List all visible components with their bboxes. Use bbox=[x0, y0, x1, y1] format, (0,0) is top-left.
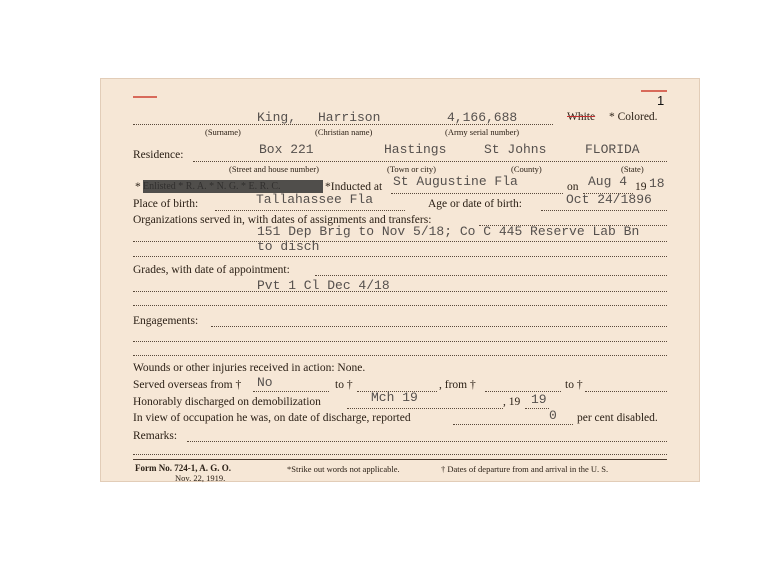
red-mark-right bbox=[641, 90, 667, 92]
state-caption: (State) bbox=[621, 164, 644, 174]
inducted-year-value: 18 bbox=[649, 176, 665, 191]
town-caption: (Town or city) bbox=[387, 164, 436, 174]
grades-value: Pvt 1 Cl Dec 4/18 bbox=[257, 278, 390, 293]
discharged-year-value: 19 bbox=[531, 392, 547, 407]
birthplace-label: Place of birth: bbox=[133, 198, 199, 210]
race-white-struck: White bbox=[567, 111, 596, 123]
overseas-from-value: No bbox=[257, 375, 273, 390]
grades-label: Grades, with date of appointment: bbox=[133, 264, 290, 276]
engagements-line-0 bbox=[211, 326, 667, 327]
grades-line-2 bbox=[133, 305, 667, 306]
overseas-from2-label: , from † bbox=[439, 379, 476, 391]
age-label: Age or date of birth: bbox=[428, 198, 522, 210]
overseas-from2-line bbox=[485, 391, 561, 392]
remarks-line-1 bbox=[133, 454, 667, 455]
overseas-to-label: to † bbox=[335, 379, 353, 391]
discharged-year-line bbox=[525, 408, 549, 409]
disabled-line bbox=[453, 424, 573, 425]
footer-rule bbox=[133, 459, 667, 460]
street-caption: (Street and house number) bbox=[229, 164, 319, 174]
serial-number-value: 4,166,688 bbox=[447, 110, 518, 125]
service-record-card bbox=[100, 78, 700, 482]
footnote-dates: † Dates of departure from and arrival in the U. S. bbox=[441, 464, 609, 474]
card-number: 1 bbox=[657, 93, 665, 108]
residence-label: Residence: bbox=[133, 149, 184, 161]
birthdate-line bbox=[541, 210, 667, 211]
engagements-line-2 bbox=[133, 355, 667, 356]
discharged-line bbox=[347, 408, 503, 409]
remarks-label: Remarks: bbox=[133, 430, 178, 442]
engagements-label: Engagements: bbox=[133, 315, 199, 327]
surname-caption: (Surname) bbox=[205, 127, 241, 137]
overseas-to2-label: to † bbox=[565, 379, 583, 391]
organizations-value-2: to disch bbox=[257, 239, 320, 254]
overseas-label: Served overseas from † bbox=[133, 379, 242, 391]
discharged-date-value: Mch 19 bbox=[371, 390, 418, 405]
town-value: Hastings bbox=[384, 142, 447, 157]
race-colored: * Colored. bbox=[609, 111, 658, 123]
discharged-year-prefix: , 19 bbox=[503, 396, 521, 408]
overseas-to2-line bbox=[585, 391, 667, 392]
organizations-line-2 bbox=[133, 256, 667, 257]
wounds-label: Wounds or other injuries received in action: None. bbox=[133, 362, 366, 374]
inducted-year-prefix: 19 bbox=[635, 181, 647, 193]
county-caption: (County) bbox=[511, 164, 542, 174]
state-value: FLORIDA bbox=[585, 142, 640, 157]
serial-caption: (Army serial number) bbox=[445, 127, 520, 137]
inducted-at-value: St Augustine Fla bbox=[393, 174, 518, 189]
form-date: Nov. 22, 1919. bbox=[175, 473, 226, 483]
residence-line bbox=[193, 161, 667, 162]
inducted-label: *Inducted at bbox=[325, 181, 383, 193]
grades-line-1 bbox=[133, 291, 667, 292]
christian-name-value: Harrison bbox=[318, 110, 381, 125]
inducted-line bbox=[391, 193, 563, 194]
disabled-percent-value: 0 bbox=[549, 408, 557, 423]
occupation-label: In view of occupation he was, on date of discharge, reported bbox=[133, 412, 411, 424]
birthplace-line bbox=[215, 210, 405, 211]
on-label: on bbox=[567, 181, 579, 193]
grades-line-0 bbox=[315, 275, 667, 276]
organizations-line-1 bbox=[133, 241, 667, 242]
discharged-label: Honorably discharged on demobilization bbox=[133, 396, 321, 408]
disabled-label: per cent disabled. bbox=[577, 412, 658, 424]
organizations-value-1: 151 Dep Brig to Nov 5/18; Co C 445 Reserve Lab Bn bbox=[257, 224, 640, 239]
engagements-line-1 bbox=[133, 341, 667, 342]
remarks-line-0 bbox=[187, 441, 667, 442]
county-value: St Johns bbox=[484, 142, 547, 157]
christian-name-caption: (Christian name) bbox=[315, 127, 373, 137]
form-number: Form No. 724-1, A. G. O. bbox=[135, 463, 231, 473]
birthplace-value: Tallahassee Fla bbox=[256, 192, 374, 207]
surname-value: King, bbox=[257, 110, 297, 125]
organizations-label: Organizations served in, with dates of assignments and transfers: bbox=[133, 214, 432, 226]
enlisted-asterisk: * bbox=[135, 181, 141, 193]
birthdate-value: Oct 24/1896 bbox=[566, 192, 652, 207]
street-value: Box 221 bbox=[259, 142, 314, 157]
inducted-date-value: Aug 4 bbox=[588, 174, 628, 189]
red-mark-left bbox=[133, 96, 157, 98]
overseas-from-line bbox=[253, 391, 329, 392]
footnote-strike: *Strike out words not applicable. bbox=[287, 464, 400, 474]
